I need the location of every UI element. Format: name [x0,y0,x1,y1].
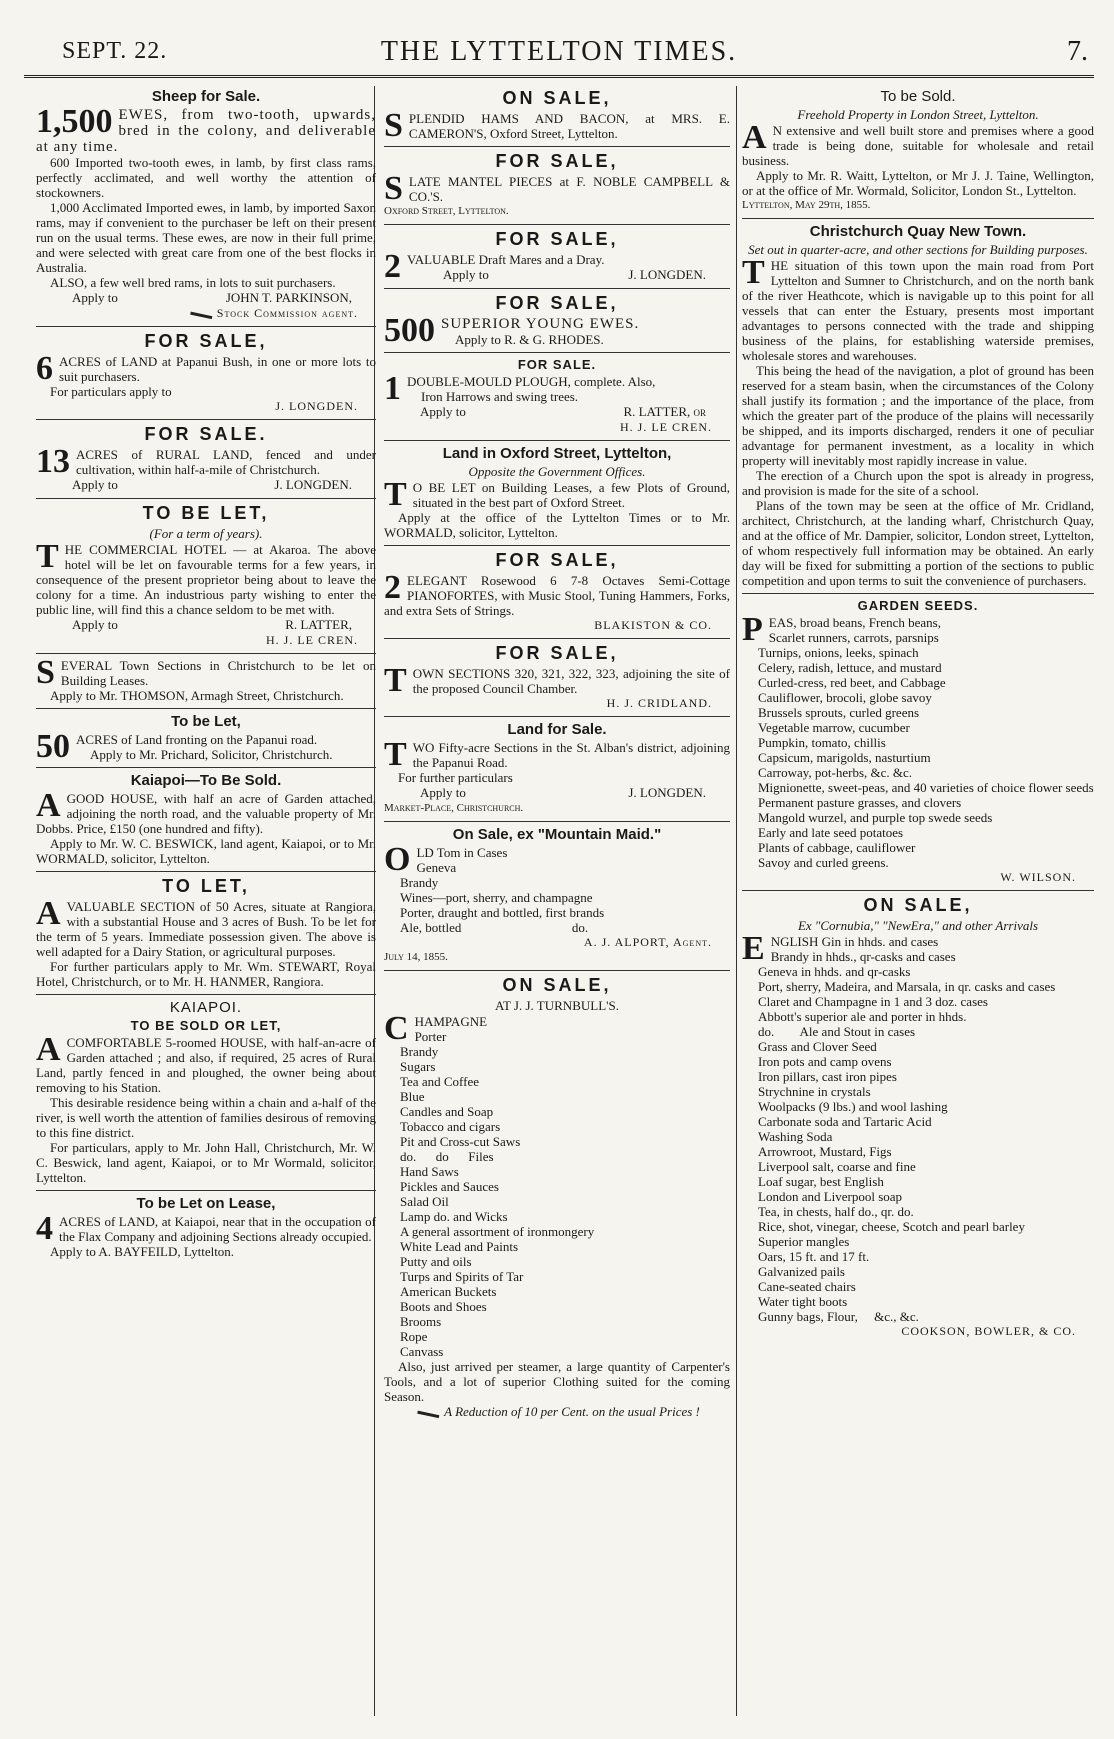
ad-number: 4 [36,1210,53,1247]
ad-text: N extensive and well built store and premises where a good trade is being done, suitable for wholesale and retail business. [742,123,1094,168]
ad-text: HE COMMERCIAL HOTEL — at Akaroa. The above hotel will be let on favourable terms for a few years, in consequence of the present proprietor being about to leave the colony for a time. An industrious party wishing to enter the public line, will find this a chance seldom to be met with. [36,542,376,617]
advertiser-signature: H. J. CRIDLAND. [606,696,712,710]
ad-text: Apply to Mr. Prichard, Solicitor, Christchurch. [90,747,333,762]
advertiser-signature: COOKSON, BOWLER, & CO. [901,1324,1076,1338]
drop-cap: T [742,254,765,291]
ad-fifty-acres [36,713,376,768]
ad-heading: To be Let on Lease, [136,1195,276,1212]
ad-text: For particulars, apply to Mr. John Hall, Christchurch, Mr. W. C. Beswick, land agent, Kaiapoi, or to Mr Wormald, solicitor, Lyttelton. [36,1140,376,1185]
list-item: Turps and Spirits of Tar [400,1269,524,1284]
ad-text: Apply to Mr. W. C. BESWICK, land agent, Kaiapoi, or to Mr. WORMALD, solicitor, Lyttelton. [36,836,376,866]
drop-cap: O [384,841,411,878]
list-item: do. do Files [400,1149,494,1164]
ad-text: PLENDID HAMS AND BACON, at MRS. E. CAMERON'S, Oxford Street, Lyttelton. [408,111,730,141]
ad-london-street-store [742,88,1094,219]
list-item: Lamp do. and Wicks [400,1209,508,1224]
list-item: American Buckets [400,1284,497,1299]
item-list [742,630,1094,870]
ad-text: For further particulars [398,770,513,785]
ad-text: This desirable residence being within a chain and a-half of the river, is well worth the attention of families desirous of removing to this fine district. [36,1095,376,1140]
ad-text: EWES, from two-tooth, upwards, bred in the colony, and deliverable at any time. [36,107,376,155]
ad-heading: TO LET, [162,876,250,896]
apply-label: Apply to [72,477,118,492]
ad-heading: Land in Oxford Street, Lyttelton, [442,445,672,462]
ad-land-sale [384,721,730,822]
ad-date: Lyttelton, May 29th, 1855. [742,199,871,211]
ad-text: ACRES of LAND, at Kaiapoi, near that in the occupation of the Flax Company and adjoining Sections already occupied. [59,1214,376,1244]
ad-number: 2 [384,248,401,285]
ad-rural-land [36,424,376,499]
ad-commercial-hotel [36,503,376,654]
list-item: Strychnine in crystals [758,1084,871,1099]
ad-text: Apply at the office of the Lyttelton Times or to Mr. WORMALD, solicitor, Lyttelton. [384,510,730,540]
ad-heading: Christchurch Quay New Town. [809,223,1027,240]
advertiser-signature: J. LONGDEN. [275,399,358,413]
advertiser-signature: J. LONGDEN. [628,267,706,282]
drop-cap: T [384,662,407,699]
list-item: Candles and Soap [400,1104,494,1119]
masthead [24,28,1094,78]
ad-text: Apply to A. BAYFEILD, Lyttelton. [50,1244,235,1259]
drop-cap: S [36,654,55,691]
column-2 [384,86,730,1716]
ad-address: Market-Place, Christchurch. [384,802,524,814]
list-item: Boots and Shoes [400,1299,487,1314]
list-item: Carbonate soda and Tartaric Acid [758,1114,932,1129]
list-item: Ale, bottled do. [400,920,589,935]
list-item: Permanent pasture grasses, and clovers [758,795,962,810]
ad-number: 500 [384,312,435,349]
ad-text: O BE LET on Building Leases, a few Plots of Ground, situated in the best part of Oxford Street. [412,480,730,510]
drop-cap: S [384,170,403,207]
ad-rangiora-section [36,876,376,995]
ad-text: The erection of a Church upon the spot is already in progress, and provision is made for the site of a school. [742,468,1094,498]
ad-number: 1 [384,370,401,407]
list-item: Port, sherry, Madeira, and Marsala, in qr. casks and cases [758,979,1056,994]
ad-oxford-street [384,445,730,546]
ad-lease-kaiapoi [36,1195,376,1264]
list-item: Mignionette, sweet-peas, and 40 varieties of choice flower seeds [758,780,1094,795]
ad-subheading: Opposite the Government Offices. [468,464,646,479]
ad-number: 1,500 [36,103,113,140]
list-item: Capsicum, marigolds, nasturtium [758,750,931,765]
column-rule [736,86,737,1716]
ad-heading: ON SALE, [863,895,973,915]
list-item: EAS, broad beans, French beans, [768,615,941,630]
list-item: Savoy and curled greens. [758,855,889,870]
drop-cap: P [742,611,763,648]
list-item: White Lead and Paints [400,1239,519,1254]
list-item: Vegetable marrow, cucumber [758,720,910,735]
ad-subheading: (For a term of years). [149,526,263,541]
pointing-hand-icon [417,1404,441,1418]
drop-cap: A [742,119,767,156]
ad-hams-bacon [384,88,730,147]
ad-subheading: Freehold Property in London Street, Lyttelton. [797,107,1039,122]
advertiser-name: JOHN T. PARKINSON, [225,290,352,305]
list-item: Gunny bags, Flour, &c., &c. [758,1309,919,1324]
ad-text: 600 Imported two-tooth ewes, in lamb, by first class rams, perfectly acclimated, and well worthy the attention of stockowners. [36,155,376,200]
ad-subheading: TO BE SOLD OR LET, [130,1018,282,1033]
ad-number: 6 [36,350,53,387]
ad-footnote [384,1404,730,1420]
list-item: Pumpkin, tomato, chillis [758,735,886,750]
apply-label: Apply to [72,617,118,632]
apply-label: Apply to [72,290,118,305]
ad-plough [384,357,730,441]
ad-heading: To be Sold. [880,88,956,105]
list-item: Rice, shot, vinegar, cheese, Scotch and pearl barley [758,1219,1025,1234]
list-item: Brandy in hhds., qr-casks and cases [770,949,956,964]
ad-number: 50 [36,728,70,765]
ad-subheading: AT J. J. TURNBULL'S. [495,998,619,1013]
ad-heading: To be Let, [171,713,241,730]
ad-text: Also, just arrived per steamer, a large quantity of Carpenter's Tools, and a lot of superior Clothing suited for the coming Season. [384,1359,730,1404]
ad-heading: On Sale, ex "Mountain Maid." [452,826,662,843]
list-item: Abbott's superior ale and porter in hhds. [758,1009,967,1024]
ad-heading: FOR SALE, [495,293,619,313]
ad-text: Apply to Mr. R. Waitt, Lyttelton, or Mr J. J. Taine, Wellington, or at the office of Mr. Wormald, Solicitor, London St., Lyttelton. [742,168,1094,198]
list-item: Claret and Champagne in 1 and 3 doz. cases [758,994,988,1009]
ad-town-sections-sale [384,643,730,717]
drop-cap: C [384,1010,409,1047]
ad-text: LATE MANTEL PIECES at F. NOBLE CAMPBELL & CO.'S. [408,174,730,204]
ad-text: DOUBLE-MOULD PLOUGH, complete. Also, [407,374,656,389]
list-item: Galvanized pails [758,1264,845,1279]
ad-heading: ON SALE, [502,975,612,995]
list-item: Salad Oil [400,1194,449,1209]
page-number: 7. [1067,36,1088,67]
list-item: Cane-seated chairs [758,1279,856,1294]
list-item: Woolpacks (9 lbs.) and wool lashing [758,1099,948,1114]
ad-heading: FOR SALE, [495,229,619,249]
ad-kaiapoi-cottage [36,999,376,1191]
drop-cap: T [384,476,407,513]
ad-address: Oxford Street, Lyttelton. [384,205,509,217]
list-item: Grass and Clover Seed [758,1039,877,1054]
ad-text: For further particulars apply to Mr. Wm. STEWART, Royal Hotel, Christchurch, or to Mr. H. HANMER, Rangiora. [36,959,376,989]
ad-text: ACRES of RURAL LAND, fenced and under cultivation, within half-a-mile of Christchurch. [76,447,376,477]
ad-text: ACRES of Land fronting on the Papanui road. [76,732,318,747]
list-item: Water tight boots [758,1294,848,1309]
ad-text: ALSO, a few well bred rams, in lots to suit purchasers. [50,275,336,290]
ad-date: July 14, 1855. [384,951,448,963]
advertiser-signature: R. LATTER, or [623,404,706,419]
item-list [384,860,730,935]
list-item: Brussels sprouts, curled greens [758,705,920,720]
list-item: Tea and Coffee [400,1074,479,1089]
list-item: NGLISH Gin in hhds. and cases [770,934,939,949]
ad-heading: KAIAPOI. [169,999,243,1016]
apply-label: Apply to [420,404,466,419]
item-list [384,1029,730,1359]
ad-text: VALUABLE Draft Mares and a Dray. [407,252,605,267]
apply-label: Apply to [420,785,466,800]
list-item: Geneva [416,860,457,875]
list-item: Tea, in chests, half do., qr. do. [758,1204,914,1219]
ad-text: VALUABLE SECTION of 50 Acres, situate at Rangiora, with a substantial House and 3 acres of Bush. To be let for the term of 5 years. Immediate possession given. The above is well adapted for a Dairy Station, or agricultural purposes. [36,899,376,959]
list-item: Brandy [400,1044,439,1059]
drop-cap: E [742,930,765,967]
drop-cap: A [36,787,61,824]
list-item: Iron pots and camp ovens [758,1054,892,1069]
ad-heading: FOR SALE, [495,550,619,570]
list-item: Blue [400,1089,425,1104]
ad-text: HE situation of this town upon the main road from Port Lyttelton and Sumner to Christchurch, and on the north bank of the river Heathcote, which is navigable up to this point for all vessels that can enter the Estuary, presents most important advantages to persons connected with the trade and shipping business of the plains, for establishing waterside premises, wholesale stores and warehouses. [742,258,1094,363]
advertiser-signature: H. J. LE CREN. [620,420,712,434]
list-item: Oars, 15 ft. and 17 ft. [758,1249,870,1264]
issue-date: SEPT. 22. [62,38,168,64]
ad-kaiapoi-house [36,772,376,872]
drop-cap: T [36,538,59,575]
ad-heading: FOR SALE, [495,643,619,663]
ad-turnbull [384,975,730,1425]
ad-quay-new-town [742,223,1094,594]
list-item: Celery, radish, lettuce, and mustard [758,660,942,675]
list-item: Porter [414,1029,447,1044]
ad-papanui-bush [36,331,376,420]
drop-cap: T [384,736,407,773]
drop-cap: S [384,107,403,144]
list-item: Pit and Cross-cut Saws [400,1134,521,1149]
ad-heading: Land for Sale. [507,721,607,738]
list-item: Hand Saws [400,1164,459,1179]
ad-heading: Kaiapoi—To Be Sold. [130,772,282,789]
list-item: Iron pillars, cast iron pipes [758,1069,897,1084]
ad-garden-seeds [742,598,1094,891]
list-item: Canvass [400,1344,444,1359]
advertiser-signature: H. J. LE CREN. [266,633,358,647]
list-item: Washing Soda [758,1129,833,1144]
ad-text: This being the head of the navigation, a plot of ground has been reserved for a steam basin, when the circumstances of the Colony shall justify its formation ; and the importance of the place, from which the greater part of the produce of the plains will necessarily be shipped, and its imports discharged, renders it one of peculiar advantage for permanent investment, as a locality in which property will inevitably most rapidly increase in value. [742,363,1094,468]
newspaper-page [24,28,1094,1723]
advertiser-role: Stock Commission agent. [216,306,358,320]
list-item: Plants of cabbage, cauliflower [758,840,916,855]
ad-heading: ON SALE, [502,88,612,108]
newspaper-title: THE LYTTELTON TIMES. [380,36,738,67]
ad-cornubia-arrivals [742,895,1094,1344]
list-item: Pickles and Sauces [400,1179,499,1194]
advertiser-signature: J. LONGDEN. [628,785,706,800]
column-3 [742,86,1094,1716]
list-item: London and Liverpool soap [758,1189,903,1204]
ad-draft-mares [384,229,730,289]
item-list [742,949,1094,1324]
ad-text: EVERAL Town Sections in Christchurch to be let on Building Leases. [60,658,376,688]
ad-text: GOOD HOUSE, with half an acre of Garden attached, adjoining the north road, and the valuable property of Mr. Dobbs. Price, £150 (one hundred and fifty). [36,791,376,836]
ad-text: 1,000 Acclimated Imported ewes, in lamb, by imported Saxon rams, may if convenient to the purchaser be left on their present run on the usual terms. These ewes, are now in their full prime, and were selected with great care from one of the best flocks in Australia. [36,200,376,275]
ad-text: Apply to Mr. THOMSON, Armagh Street, Christchurch. [50,688,344,703]
ad-town-sections [36,654,376,709]
list-item: Turnips, onions, leeks, spinach [758,645,919,660]
advertiser-signature: A. J. ALPORT, Agent. [583,935,712,949]
ad-pianofortes [384,550,730,639]
ad-text: ELEGANT Rosewood 6 7-8 Octaves Semi-Cottage PIANOFORTES, with Music Stool, Tuning Hammers, Forks, and extra Sets of Strings. [384,573,730,618]
list-item: Sugars [400,1059,436,1074]
list-item: Early and late seed potatoes [758,825,904,840]
list-item: Superior mangles [758,1234,850,1249]
list-item: do. Ale and Stout in cases [758,1024,916,1039]
column-1 [36,86,376,1716]
ad-slate-mantels [384,151,730,225]
list-item: LD Tom in Cases [416,845,508,860]
ad-subheading: Set out in quarter-acre, and other sections for Building purposes. [748,242,1088,257]
advertiser-signature: J. LONGDEN. [274,477,352,492]
ad-mountain-maid [384,826,730,971]
ad-text: SUPERIOR YOUNG EWES. [441,316,640,332]
list-item: Putty and oils [400,1254,472,1269]
ad-text: ACRES of LAND at Papanui Bush, in one or more lots to suit purchasers. [59,354,376,384]
ad-footnote-text: A Reduction of 10 per Cent. on the usual Prices ! [444,1404,700,1419]
advertiser-signature: W. WILSON. [1000,870,1076,884]
ad-text: Iron Harrows and swing trees. [421,389,579,404]
list-item: Arrowroot, Mustard, Figs [758,1144,892,1159]
list-item: Rope [400,1329,428,1344]
ad-sheep [36,88,376,327]
ad-text: Apply to R. & G. RHODES. [455,332,604,347]
list-item: Tobacco and cigars [400,1119,501,1134]
ad-text: COMFORTABLE 5-roomed HOUSE, with half-an-acre of Garden attached ; and also, if required, 25 acres of Rural Land, partly fenced in and ploughed, the owner being about removing to his Station. [36,1035,376,1095]
ad-number: 2 [384,569,401,606]
list-item: Mangold wurzel, and purple top swede seeds [758,810,993,825]
drop-cap: A [36,895,61,932]
pointing-hand-icon [190,305,214,319]
list-item: Wines—port, sherry, and champagne [400,890,593,905]
ad-heading: Sheep for Sale. [151,88,261,105]
ad-text: Plans of the town may be seen at the office of Mr. Cridland, architect, Christchurch, at the landing wharf, Christchurch Quay, and at the office of Mr. Dampier, solicitor, London street, Lyttelton, of whom respectively full information may be obtained. An early day will be fixed for submitting a portion of the sections to public competition and upon terms to suit the convenience of purchasers. [742,498,1094,588]
list-item: Curled-cress, red beet, and Cabbage [758,675,946,690]
ad-young-ewes [384,293,730,353]
ad-text: WO Fifty-acre Sections in the St. Alban's district, adjoining the Papanui Road. [412,740,730,770]
list-item: Geneva in hhds. and qr-casks [758,964,911,979]
list-item: HAMPAGNE [414,1014,488,1029]
list-item: Cauliflower, brocoli, globe savoy [758,690,932,705]
list-item: Carroway, pot-herbs, &c. &c. [758,765,913,780]
drop-cap: A [36,1031,61,1068]
advertiser-signature: BLAKISTON & CO. [594,618,712,632]
ad-subheading: Ex "Cornubia," "NewEra," and other Arrivals [797,918,1039,933]
list-item: Brandy [400,875,439,890]
list-item: A general assortment of ironmongery [400,1224,595,1239]
advertiser-signature: R. LATTER, [285,617,352,632]
ad-number: 13 [36,443,70,480]
list-item: Brooms [400,1314,442,1329]
ad-text: For particulars apply to [50,384,172,399]
apply-label: Apply to [443,267,489,282]
ad-text: OWN SECTIONS 320, 321, 322, 323, adjoining the site of the proposed Council Chamber. [412,666,730,696]
ad-heading: FOR SALE. [144,424,268,444]
ad-heading: FOR SALE, [495,151,619,171]
ad-heading: FOR SALE, [144,331,268,351]
ad-heading: TO BE LET, [142,503,270,523]
ad-heading: GARDEN SEEDS. [857,598,979,613]
list-item: Loaf sugar, best English [758,1174,884,1189]
list-item: Porter, draught and bottled, first brands [400,905,605,920]
list-item: Liverpool salt, coarse and fine [758,1159,916,1174]
list-item: Scarlet runners, carrots, parsnips [768,630,939,645]
ad-heading: FOR SALE. [517,357,597,372]
